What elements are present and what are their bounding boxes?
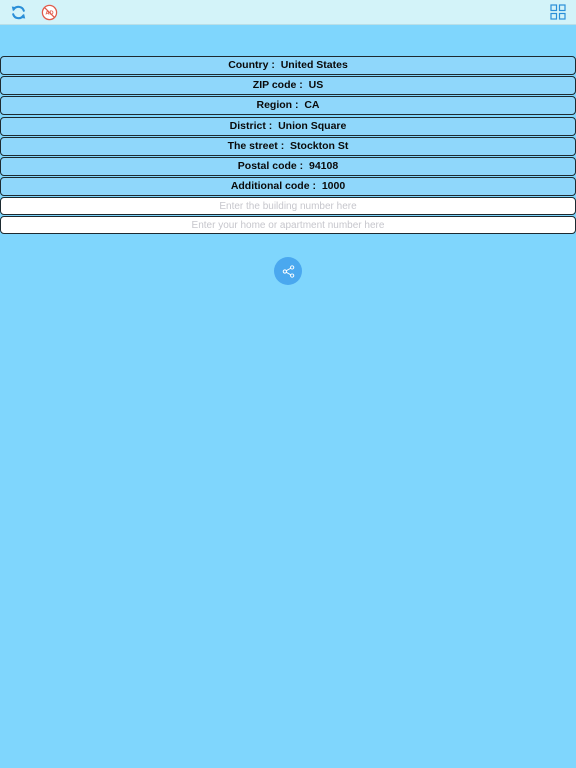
grid-menu-icon[interactable] bbox=[550, 4, 566, 20]
top-toolbar bbox=[0, 0, 576, 25]
share-button[interactable] bbox=[274, 257, 302, 285]
row-label: ZIP code : bbox=[252, 79, 303, 92]
row-label: Postal code : bbox=[237, 159, 304, 172]
row-value: Union Square bbox=[278, 119, 347, 132]
apartment-number-input[interactable] bbox=[0, 216, 576, 234]
row-label: Country : bbox=[228, 59, 275, 71]
svg-text:AD: AD bbox=[45, 10, 54, 17]
row-label: Additional code : bbox=[230, 180, 316, 193]
row-value: 94108 bbox=[309, 159, 339, 172]
row-label: The street : bbox=[227, 139, 285, 152]
row-label: Region : bbox=[256, 99, 299, 112]
zip-code-row bbox=[0, 76, 576, 95]
street-row bbox=[0, 137, 576, 156]
row-value: CA bbox=[304, 99, 320, 112]
address-list bbox=[0, 56, 576, 235]
no-ads-icon[interactable] bbox=[41, 4, 58, 21]
row-label: District : bbox=[229, 119, 273, 132]
district-row bbox=[0, 117, 576, 136]
share-icon bbox=[282, 265, 295, 278]
postal-code-row bbox=[0, 157, 576, 176]
building-number-input[interactable] bbox=[0, 197, 576, 215]
refresh-icon[interactable] bbox=[10, 4, 27, 21]
additional-code-row bbox=[0, 177, 576, 196]
region-row bbox=[0, 96, 576, 115]
row-value: United States bbox=[280, 59, 348, 71]
country-row bbox=[0, 56, 576, 75]
row-value: Stockton St bbox=[290, 139, 349, 152]
row-value: US bbox=[308, 79, 324, 92]
row-value: 1000 bbox=[321, 180, 346, 193]
